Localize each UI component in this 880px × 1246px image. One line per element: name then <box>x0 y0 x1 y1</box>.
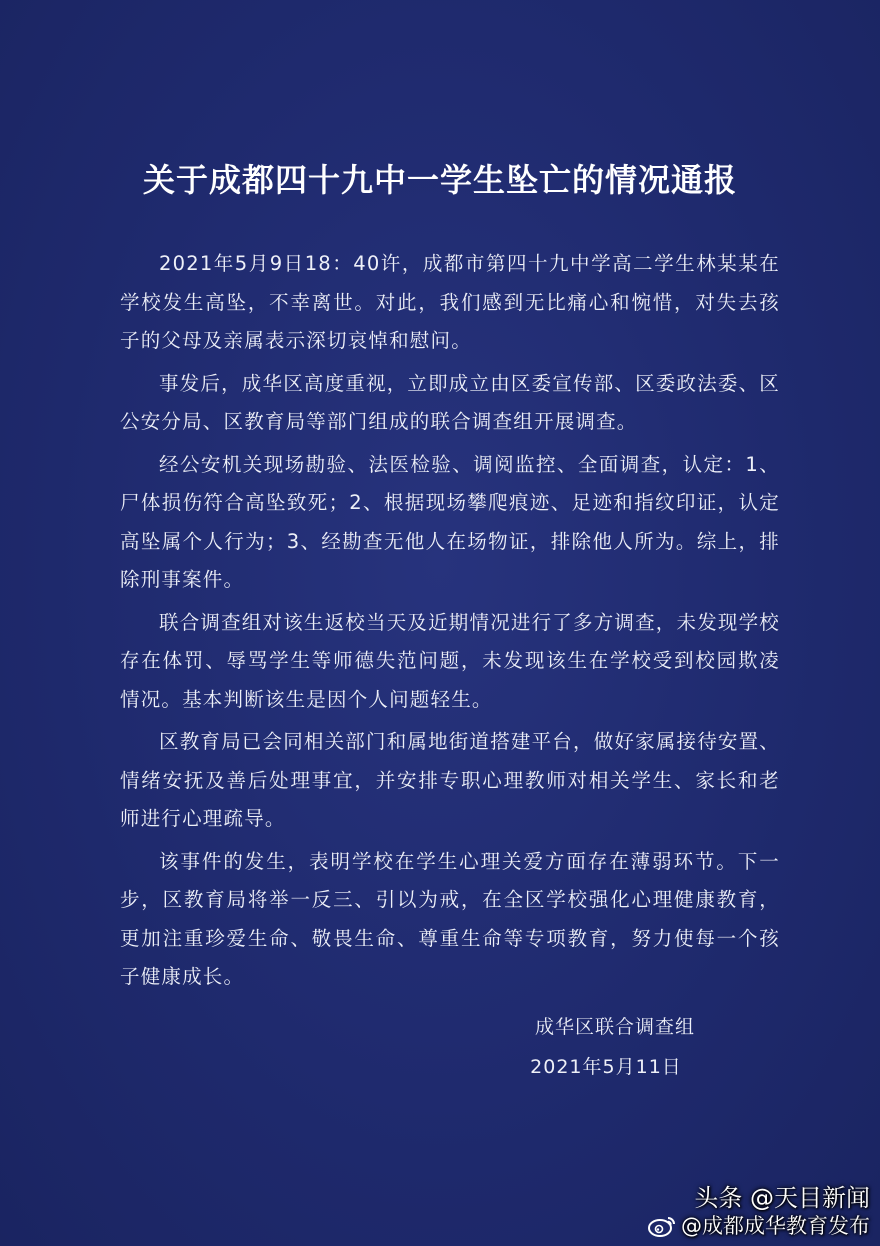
watermark <box>647 1184 870 1240</box>
watermark-weibo: @成都成华教育发布 <box>681 1214 870 1238</box>
watermark-weibo-line <box>647 1212 870 1240</box>
paragraph-6: 该事件的发生，表明学校在学生心理关爱方面存在薄弱环节。下一步，区教育局将举一反三、引以为戒，在全区学校强化心理健康教育，更加注重珍爱生命、敬畏生命、尊重生命等专项教育，努力使每一个孩子健康成长。 <box>120 849 780 988</box>
signature-block <box>517 1007 695 1087</box>
paragraph-1: 2021年5月9日18：40许，成都市第四十九中学高二学生林某某在学校发生高坠，不幸离世。对此，我们感到无比痛心和惋惜，对失去孩子的父母及亲属表示深切哀悼和慰问。 <box>120 252 780 352</box>
notice-body <box>120 245 780 1001</box>
signature-org: 成华区联合调查组 <box>534 1016 695 1038</box>
notice-title: 关于成都四十九中一学生坠亡的情况通报 <box>142 161 737 199</box>
paragraph-5: 区教育局已会同相关部门和属地街道搭建平台，做好家属接待安置、情绪安抚及善后处理事宜，并安排专职心理教师对相关学生、家长和老师进行心理疏导。 <box>120 730 781 830</box>
paragraph-3: 经公安机关现场勘验、法医检验、调阅监控、全面调查，认定：1、尸体损伤符合高坠致死；2、根据现场攀爬痕迹、足迹和指纹印证，认定高坠属个人行为；3、经勘查无他人在场物证，排除他人所为。综上，排除刑事案件。 <box>120 452 780 591</box>
weibo-icon <box>647 1215 677 1237</box>
paragraph-4: 联合调查组对该生返校当天及近期情况进行了多方调查，未发现学校存在体罚、辱骂学生等师德失范问题，未发现该生在学校受到校园欺凌情况。基本判断该生是因个人问题轻生。 <box>120 610 781 711</box>
paragraph-2: 事发后，成华区高度重视，立即成立由区委宣传部、区委政法委、区公安分局、区教育局等部门组成的联合调查组开展调查。 <box>120 371 781 433</box>
signature-date: 2021年5月11日 <box>530 1056 682 1078</box>
watermark-toutiao: 头条 @天目新闻 <box>694 1184 870 1212</box>
